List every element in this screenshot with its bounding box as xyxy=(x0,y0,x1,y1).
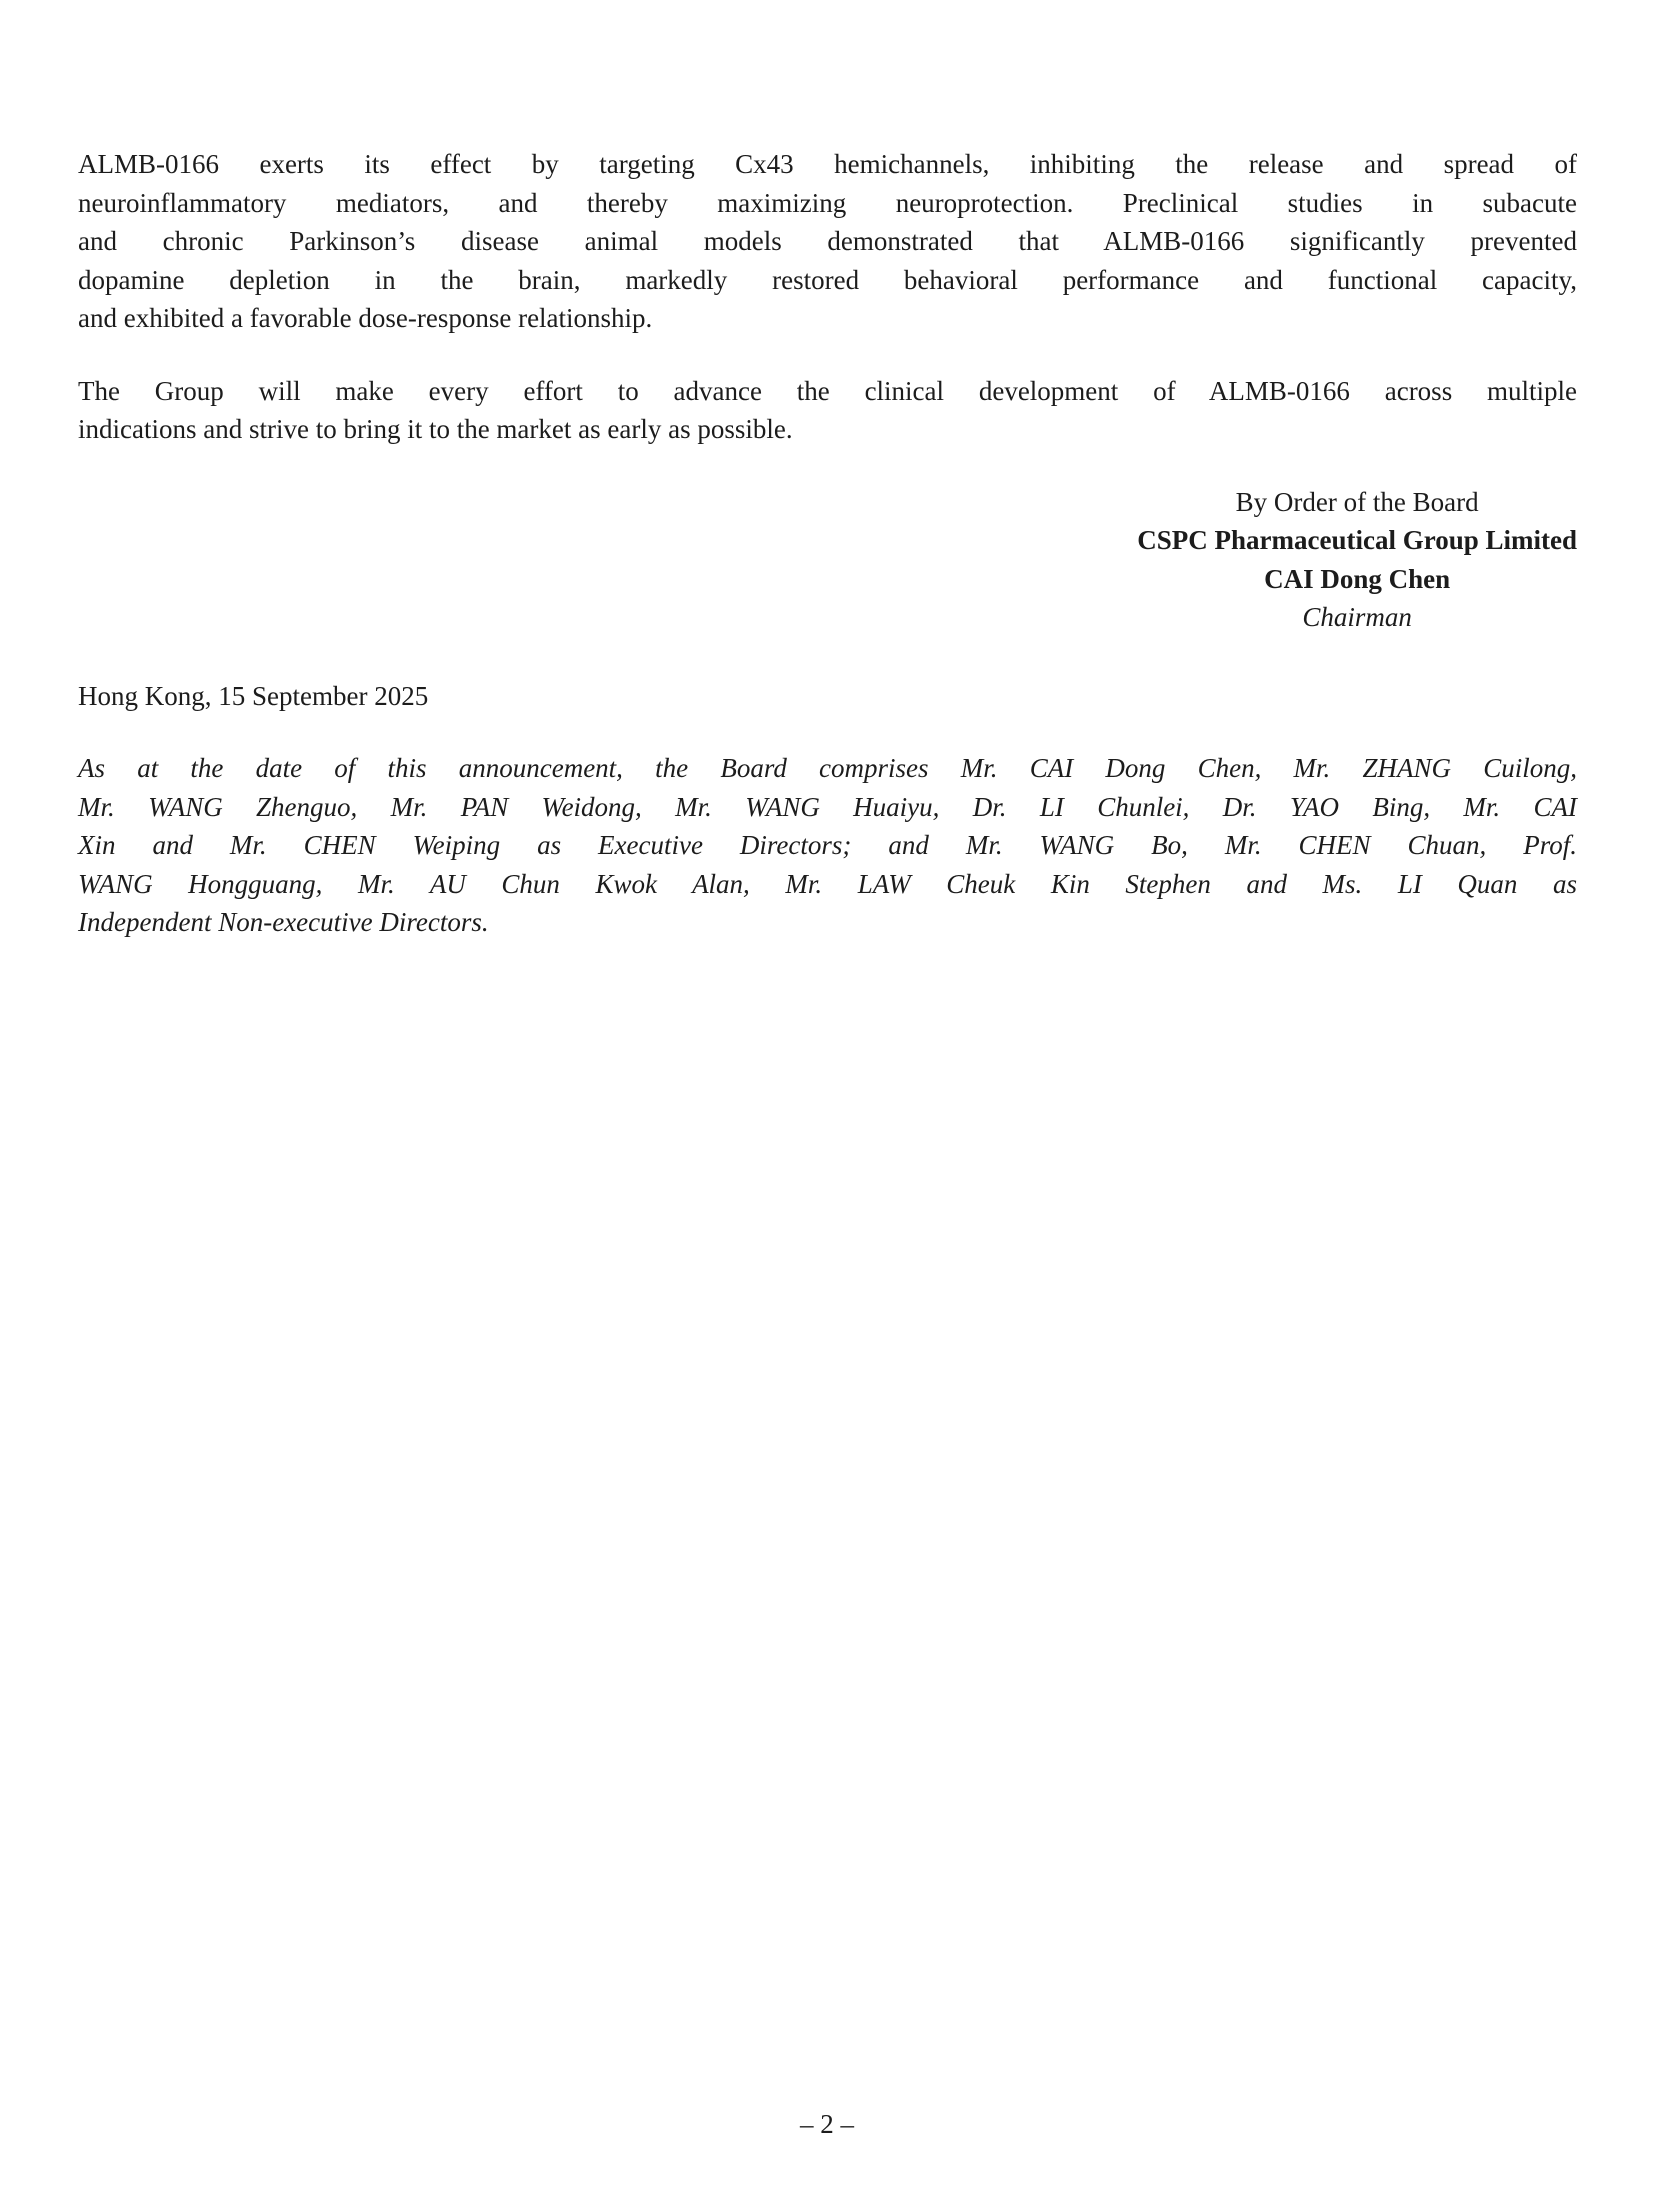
by-order-line: By Order of the Board xyxy=(1235,486,1479,517)
text-line: Independent Non-executive Directors. xyxy=(78,907,489,937)
text-line: Xin and Mr. CHEN Weiping as Executive Directors; and Mr. WANG Bo, Mr. CHEN Chuan, Prof. xyxy=(78,830,1577,860)
text-line: As at the date of this announcement, the Board comprises Mr. CAI Dong Chen, Mr. ZHANG Cuilong, xyxy=(78,753,1577,783)
text-line: dopamine depletion in the brain, markedly restored behavioral performance and functional capacity, xyxy=(78,264,1577,295)
text-line: and exhibited a favorable dose-response relationship. xyxy=(78,303,653,333)
board-composition-note xyxy=(78,749,1577,942)
chairman-title: Chairman xyxy=(1302,602,1412,632)
paragraph-drug-mechanism xyxy=(78,145,1577,338)
text-line: The Group will make every effort to advance the clinical development of ALMB-0166 across multiple xyxy=(78,375,1577,406)
signature-block xyxy=(1137,483,1577,637)
company-name: CSPC Pharmaceutical Group Limited xyxy=(1137,525,1577,555)
text-line: indications and strive to bring it to the market as early as possible. xyxy=(78,414,793,444)
paragraph-clinical-development xyxy=(78,372,1577,449)
dateline: Hong Kong, 15 September 2025 xyxy=(78,680,429,711)
chairman-name: CAI Dong Chen xyxy=(1264,563,1451,594)
text-line: neuroinflammatory mediators, and thereby maximizing neuroprotection. Preclinical studies in subacute xyxy=(78,187,1577,218)
text-line: and chronic Parkinson’s disease animal models demonstrated that ALMB-0166 significantly prevented xyxy=(78,226,1577,256)
text-line: WANG Hongguang, Mr. AU Chun Kwok Alan, Mr. LAW Cheuk Kin Stephen and Ms. LI Quan as xyxy=(78,868,1577,899)
text-line: Mr. WANG Zhenguo, Mr. PAN Weidong, Mr. WANG Huaiyu, Dr. LI Chunlei, Dr. YAO Bing, Mr. CAI xyxy=(78,791,1577,822)
text-line: ALMB-0166 exerts its effect by targeting Cx43 hemichannels, inhibiting the release and spread of xyxy=(78,149,1577,179)
page-number: – 2 – xyxy=(800,2109,854,2139)
